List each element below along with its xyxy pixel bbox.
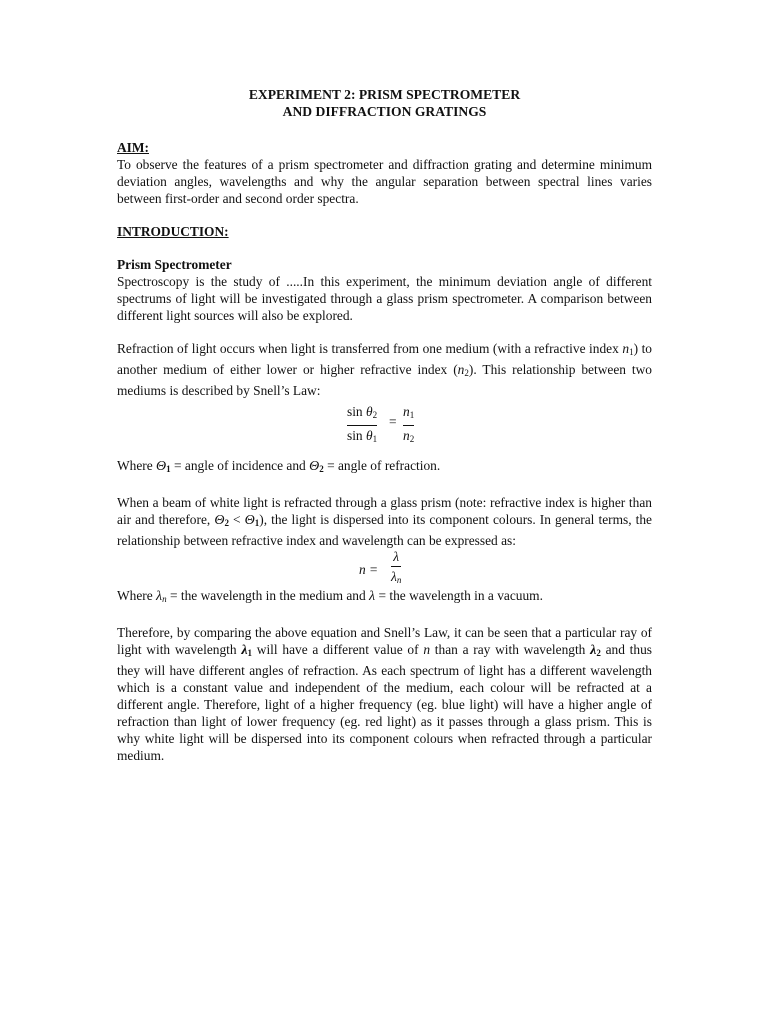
wavelength-ratio-equation: n = λ $\lambda_n$ (359, 549, 402, 585)
snells-law-equation: $\sin \theta_2$ $\sin \theta_1$ = $n_1$ $n_2$ (347, 404, 415, 444)
document-title-line2: AND DIFFRACTION GRATINGS (282, 104, 487, 119)
intro-paragraph-1: Spectroscopy is the study of .....In this experiment, the minimum deviation angle of different spectrums of light will be investigated through a glass prism spectrometer. A comparison between different light sources will also be explored. (117, 274, 652, 323)
wavelength-definitions: Where $\lambda_n$ = the wavelength in the medium and λ = the wavelength in a vacuum. (117, 588, 543, 604)
introduction-heading: INTRODUCTION: (117, 224, 229, 239)
angle-definitions: Where $\Theta_1$ = angle of incidence and $\Theta_2$ = angle of refraction. (117, 458, 441, 474)
prism-spectrometer-subheading: Prism Spectrometer (117, 257, 232, 272)
intro-paragraph-4: Therefore, by comparing the above equation and Snell’s Law, it can be seen that a particular ray of light with wavelength $\lambda_1$ will have a different value of n than a ray with wavelength $\lambda_2$ and thus they will have different angles of refraction. As each spectrum of light has a different wavelength which is a constant value and independent of the medium, each colour will be refracted at a different angle. Therefore, light of a higher frequency (eg. blue light) will have a higher angle of refraction than light of lower frequency (eg. red light) as it passes through a glass prism. This is why white light will be dispersed into its component colours when refracted through a particular medium. (117, 625, 653, 763)
aim-heading: AIM: (117, 140, 149, 155)
aim-text: To observe the features of a prism spectrometer and diffraction grating and determine minimum deviation angles, wavelengths and why the angular separation between spectral lines varies between first-order and second order spectra. (117, 157, 652, 206)
intro-paragraph-2: Refraction of light occurs when light is transferred from one medium (with a refractive index $n_1$) to another medium of either lower or higher refractive index $(n_2)$. This relationship between two mediums is described by Snell’s Law: (117, 341, 653, 398)
document-page (117, 86, 652, 764)
document-title-line1: EXPERIMENT 2: PRISM SPECTROMETER (248, 87, 521, 102)
intro-paragraph-3: When a beam of white light is refracted through a glass prism (note: refractive index is higher than air and therefore, $\Theta_2 < \Theta_1$), the light is dispersed into its component colours. In general terms, the relationship between refractive index and wavelength can be expressed as: (117, 495, 652, 548)
